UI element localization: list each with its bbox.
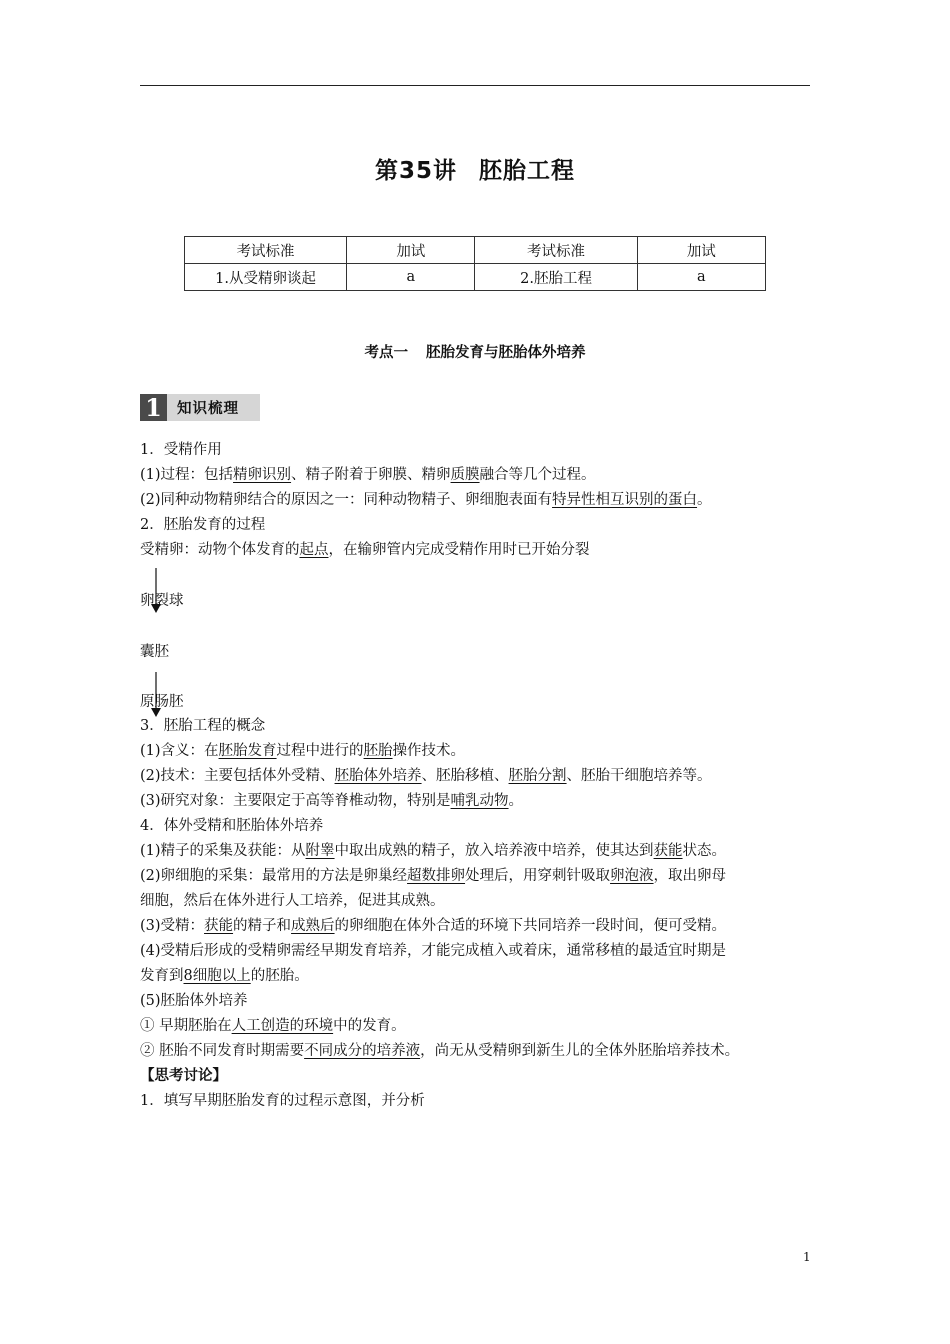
text: (3)研究对象：主要限定于高等脊椎动物，特别是 [140,793,451,809]
underlined-answer: 胚胎分割 [508,768,567,784]
text: 状态。 [682,843,727,859]
standards-table [184,236,766,291]
discussion-heading: 【思考讨论】 [140,1068,227,1084]
section-badge-label: 知识梳理 [177,401,239,417]
underlined-answer: 获能 [653,843,683,859]
underlined-answer: 精卵识别 [233,467,292,483]
text: (1)精子的采集及获能：从 [140,843,306,859]
underlined-answer: 人工创造的环境 [231,1018,334,1034]
underlined-answer: 不同成分的培养液 [304,1043,421,1059]
table-row [185,264,766,291]
text: ① 早期胚胎在 [140,1018,232,1034]
text: ，在输卵管内完成受精作用时已开始分裂 [328,542,590,558]
table-header-cell: 加试 [637,237,765,264]
underlined-answer: 获能 [204,918,234,934]
text: ，尚无从受精卵到新生儿的全体外胚胎培养技术。 [420,1043,740,1059]
text: 过程中进行的 [276,743,364,759]
paragraph [140,791,523,811]
text: (2)技术：主要包括体外受精、 [140,768,335,784]
text: 、胚胎干细胞培养等。 [566,768,712,784]
text: 。 [697,492,712,508]
text: (1)含义：在 [140,743,219,759]
underlined-answer: 卵泡液 [610,868,654,884]
paragraph-continuation: 细胞，然后在体外进行人工培养，促进其成熟。 [140,893,445,909]
table-cell: a [347,264,475,291]
page-title [0,152,950,185]
paragraph: (4)受精后形成的受精卵需经早期发育培养，才能完成植入或着床，通常移植的最适宜时期是 [140,943,727,959]
paragraph [140,1041,739,1061]
discussion-question: 1．填写早期胚胎发育的过程示意图，并分析 [140,1093,425,1109]
text: (3)受精： [140,918,205,934]
underlined-answer: 8细胞以上 [183,968,251,984]
text: 的卵细胞在体外合适的环境下共同培养一段时间，便可受精。 [334,918,727,934]
topic-heading [0,341,950,362]
paragraph [140,916,726,936]
table-header-cell: 考试标准 [185,237,347,264]
paragraph [140,866,726,886]
section-4-title: 4．体外受精和胚胎体外培养 [140,818,324,834]
underlined-answer: 起点 [299,542,329,558]
underlined-answer: 胚胎体外培养 [334,768,422,784]
page-number: 1 [803,1250,811,1264]
underlined-answer: 附睾 [305,843,335,859]
paragraph [140,766,712,786]
paragraph [140,1016,406,1036]
text: 中取出成熟的精子，放入培养液中培养，使其达到 [334,843,654,859]
table-cell: 1.从受精卵谈起 [185,264,347,291]
underlined-answer: 成熟后 [291,918,335,934]
text: 发育到 [140,968,184,984]
section-1-title: 1．受精作用 [140,442,222,458]
table-header-row [185,237,766,264]
paragraph [140,465,596,485]
text: 中的发育。 [333,1018,406,1034]
paragraph [140,540,590,560]
paragraph [140,841,726,861]
text: (2)卵细胞的采集：最常用的方法是卵巢经 [140,868,408,884]
text: 操作技术。 [392,743,466,759]
title-topic: 胚胎工程 [479,158,575,184]
title-lecture-number: 第35讲 [374,158,457,184]
text: 受精卵：动物个体发育的 [140,542,300,558]
text: 融合等几个过程。 [479,467,596,483]
flow-stage-blastocyst: 囊胚 [140,644,169,660]
text: (2)同种动物精卵结合的原因之一：同种动物精子、卵细胞表面有 [140,492,553,508]
table-cell: 2.胚胎工程 [475,264,637,291]
paragraph [140,490,712,510]
topic-label: 考点一 [364,345,408,361]
text: 的精子和 [233,918,292,934]
paragraph-continuation [140,966,309,986]
text: ② 胚胎不同发育时期需要 [140,1043,305,1059]
text: 、精子附着于卵膜、精卵 [291,467,451,483]
underlined-answer: 质膜 [450,467,480,483]
table-header-cell: 加试 [347,237,475,264]
text: (1)过程：包括 [140,467,234,483]
section-badge-number: 1 [140,394,167,421]
text: 的胚胎。 [250,968,309,984]
section-2-title: 2．胚胎发育的过程 [140,517,266,533]
underlined-answer: 胚胎 [363,743,393,759]
text: 处理后，用穿刺针吸取 [465,868,611,884]
section-3-title: 3．胚胎工程的概念 [140,718,266,734]
underlined-answer: 超数排卵 [407,868,466,884]
topic-name: 胚胎发育与胚胎体外培养 [426,345,586,361]
table-cell: a [637,264,765,291]
text: 、胚胎移植、 [421,768,509,784]
table-header-cell: 考试标准 [475,237,637,264]
underlined-answer: 胚胎发育 [218,743,277,759]
flow-stage-gastrula: 原肠胚 [140,694,184,710]
underlined-answer: 哺乳动物 [450,793,509,809]
paragraph: (5)胚胎体外培养 [140,993,248,1009]
text: ，取出卵母 [653,868,727,884]
flow-stage-morula: 卵裂球 [140,593,184,609]
text: 。 [508,793,524,809]
paragraph [140,741,465,761]
section-badge [140,394,260,421]
header-rule [140,85,810,86]
underlined-answer: 特异性相互识别的蛋白 [552,492,698,508]
